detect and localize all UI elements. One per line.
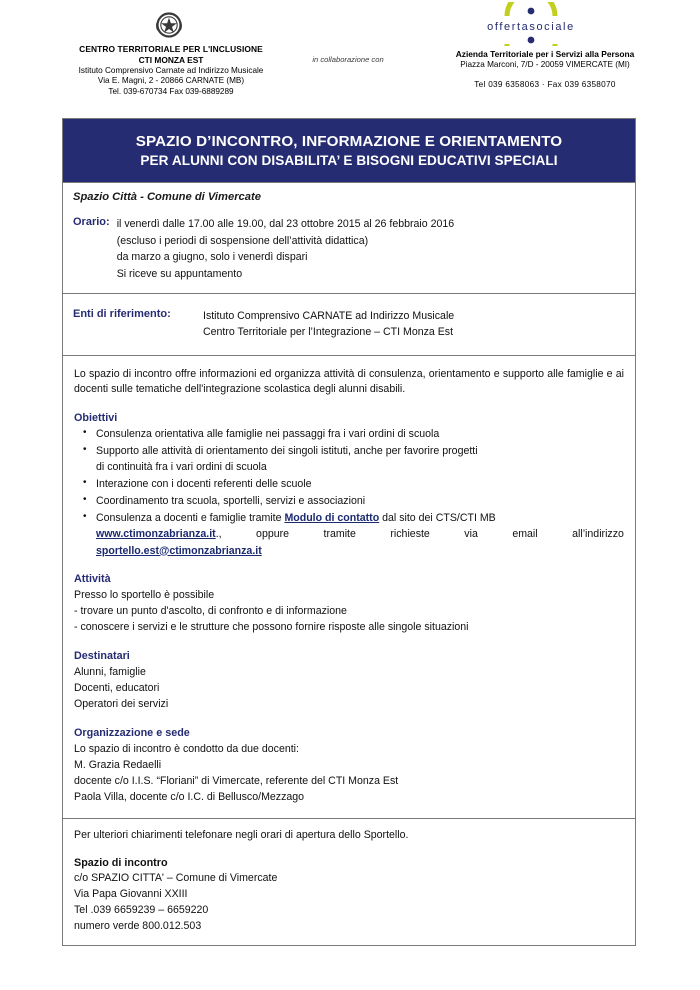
intro-paragraph: Lo spazio di incontro offre informazioni ed organizza attività di consulenza, orientamento e supporto alle famiglie e ai docenti sulle tematiche dell'integrazione scolastica degli alunni disabili. [74,367,624,396]
schedule-label: Orario: [73,215,110,228]
organization-line-1: Lo spazio di incontro è condotto da due docenti: [74,742,299,755]
cti-title-line2: CTI MONZA EST [138,54,204,65]
activity-line-2: - trovare un punto d'ascolto, di confronto e di informazione [74,604,347,617]
document-body [62,118,636,946]
banner-title-line1: SPAZIO D’INCONTRO, INFORMAZIONE E ORIENTAMENTO [135,133,563,150]
list-item [96,426,624,442]
banner-title-line2: PER ALUNNI CON DISABILITA’ E BISOGNI EDUCATIVI SPECIALI [140,153,558,169]
list-item [96,443,624,475]
recipients-heading: Destinatari [74,649,130,662]
reference-entity-1: Istituto Comprensivo CARNATE ad Indirizzo Musicale [203,309,455,322]
ats-address: Piazza Marconi, 7/D - 20059 VIMERCATE (MI) [460,60,630,70]
document-header [0,0,700,112]
objective-5-word-via: via [464,528,478,541]
right-organization-block [400,49,690,91]
main-content-section [63,356,635,819]
objective-3-text: Interazione con i docenti referenti delle scuole [96,478,312,491]
objective-5-word-email: email [512,528,538,541]
place-name: Spazio Città - Comune di Vimercate [73,190,261,203]
objective-5-second-line [96,526,624,542]
recipient-line-1: Alunni, famiglie [74,665,146,678]
footer-tollfree-line: numero verde 800.012.503 [74,920,202,933]
footer-heading: Spazio di incontro [74,856,168,869]
svg-text:offertasociale: offertasociale [487,21,575,33]
schedule-line-3: da marzo a giugno, solo i venerdì dispari [116,251,308,264]
schedule-line-4: Si riceve su appuntamento [116,268,243,281]
objective-5-word-tramite: tramite [323,528,356,541]
objective-2-text: Supporto alle attività di orientamento dei singoli istituti, anche per favorire progetti [96,445,478,457]
footer-phone-line: Tel .039 6659239 – 6659220 [74,903,209,916]
reference-entities-row [73,302,625,345]
activities-lines [74,587,624,636]
activity-line-3: - conoscere i servizi e le strutture che possono fornire risposte alle singole situazioni [74,621,469,634]
organization-line-4: Paola Villa, docente c/o I.C. di Bellusco/Mezzago [74,791,305,804]
objective-5-pre: Consulenza a docenti e famiglie tramite [96,512,285,525]
footer-address-line-1: c/o SPAZIO CITTA' – Comune di Vimercate [74,871,278,884]
website-link-wrap [96,526,222,542]
schedule-row [73,216,625,283]
list-item [96,476,624,492]
organization-line-2: M. Grazia Redaelli [74,758,162,771]
objective-5-word-richieste: richieste [390,528,430,541]
cti-title-line1: CENTRO TERRITORIALE PER L'INCLUSIONE [79,44,263,54]
schedule-line-2: (escluso i periodi di sospensione dell’attività didattica) [116,234,369,247]
left-organization-block [26,44,316,97]
recipient-line-2: Docenti, educatori [74,681,160,694]
schedule-lines [117,216,455,283]
organization-line-3: docente c/o I.I.S. “Floriani” di Vimercate, referente del CTI Monza Est [74,775,399,788]
footer-note: Per ulteriori chiarimenti telefonare negli orari di apertura dello Sportello. [74,828,409,841]
reference-entity-2: Centro Territoriale per l’Integrazione – CTI Monza Est [203,326,454,339]
activities-heading: Attività [74,572,111,585]
recipient-line-3: Operatori dei servizi [74,698,169,711]
website-link-suffix: ., [215,528,222,541]
ctimonzabrianza-website-link[interactable]: www.ctimonzabrianza.it [96,528,216,541]
cti-school-name: Istituto Comprensivo Carnate ad Indirizzo Musicale [78,65,264,75]
objective-2-continuation: di continuità fra i vari ordini di scuola [96,461,267,474]
organization-lines [74,741,624,806]
objective-5-word-oppure: oppure [256,528,290,541]
collaboration-note: in collaborazione con [312,55,384,64]
recipients-lines [74,664,624,713]
objectives-list [74,426,624,559]
organization-heading: Organizzazione e sede [74,726,190,739]
place-schedule-section [63,183,635,294]
objectives-heading: Obiettivi [74,411,118,424]
italian-republic-emblem-icon [152,8,186,42]
ats-title: Azienda Territoriale per i Servizi alla Persona [455,49,635,59]
list-item [96,510,624,558]
objective-5-third-line [96,543,624,559]
activity-line-1: Presso lo sportello è possibile [74,588,215,601]
objective-5-post: dal sito dei CTS/CTI MB [379,512,496,525]
objective-1-text: Consulenza orientativa alle famiglie nei passaggi fra i vari ordini di scuola [96,427,440,440]
offertasociale-logo [455,2,607,46]
objective-4-text: Coordinamento tra scuola, sportelli, servizi e associazioni [96,495,366,508]
objective-5-word-allindirizzo: all’indirizzo [572,528,624,541]
modulo-di-contatto-link[interactable]: Modulo di contatto [284,512,380,525]
reference-entities-lines [203,308,454,341]
list-item [96,493,624,509]
footer-section [63,819,635,945]
reference-entities-label: Enti di riferimento: [73,307,171,320]
footer-address-line-2: Via Papa Giovanni XXIII [74,887,188,900]
title-banner [63,119,635,183]
ats-contacts: Tel 039 6358063 · Fax 039 6358070 [474,79,616,89]
sportello-email-link[interactable]: sportello.est@ctimonzabrianza.it [96,544,262,557]
schedule-line-1: il venerdì dalle 17.00 alle 19.00, dal 23 ottobre 2015 al 26 febbraio 2016 [116,217,455,230]
cti-contacts: Tel. 039-670734 Fax 039-6889289 [108,86,234,96]
reference-entities-section [63,294,635,356]
cti-address: Via E. Magni, 2 - 20866 CARNATE (MB) [97,76,245,85]
